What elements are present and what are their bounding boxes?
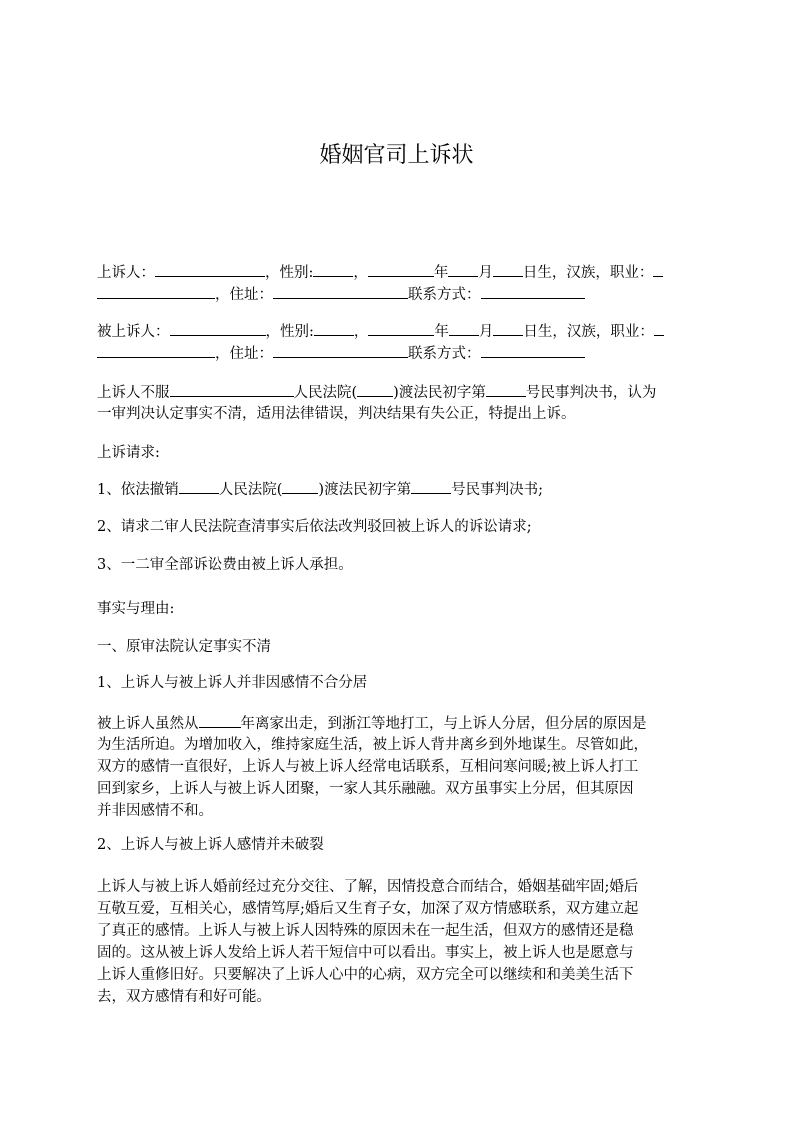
intro-paragraph: 上诉人不服 人民法院( )渡法民初字第 号民事判决书，认为 一审判决认定事实不清，适用法律错误，判决结果有失公正，特提出上诉。: [97, 381, 697, 425]
request-2: 2、请求二审人民法院查清事实后依法改判驳回被上诉人的诉讼请求;: [97, 519, 532, 535]
appellant-line-2: ，住址： 联系方式：: [97, 283, 697, 305]
point-2-heading: 2、上诉人与被上诉人感情并未破裂: [97, 837, 324, 853]
section-1-heading: 一、原审法院认定事实不清: [97, 639, 271, 655]
appellant-contact-blank: [481, 283, 585, 299]
respondent-block: [97, 320, 697, 364]
appellant-address-blank: [273, 283, 408, 299]
facts-heading: 事实与理由:: [97, 601, 175, 617]
appellant-line-1: 上诉人： ，性别: ， 年 月 日生，汉族，职业：: [97, 261, 697, 283]
request-1: 1、依法撤销 人民法院( )渡法民初字第 号民事判决书;: [97, 478, 697, 500]
requests-heading: 上诉请求:: [97, 445, 160, 461]
point-2-body: 上诉人与被上诉人婚前经过充分交往、了解，因情投意合而结合，婚姻基础牢固;婚后 互敬互爱，互相关心，感情笃厚;婚后又生育子女，加深了双方情感联系，双方建立起 了真正的感情。上诉人与被上诉人因特殊的原因未在一起生活，但双方的感情还是稳 固的。这从被上诉人发给上诉人若干短信中可以看出。事实上，被上诉人也是愿意与 上诉人重修旧好。只要解决了上诉人心中的心病，双方完全可以继续和和美美生活下 去，双方感情有和好可能。: [97, 879, 639, 1005]
appellant-sex-blank: [313, 261, 353, 277]
respondent-name-blank: [170, 320, 266, 336]
request-3: 3、一二审全部诉讼费由被上诉人承担。: [97, 557, 353, 573]
point-1-heading: 1、上诉人与被上诉人并非因感情不合分居: [97, 675, 368, 691]
respondent-line-2: ，住址： 联系方式：: [97, 342, 697, 364]
respondent-line-1: 被上诉人： ，性别: ， 年 月 日生，汉族，职业：: [97, 320, 697, 342]
appellant-name-blank: [155, 261, 265, 277]
document-title: 婚姻官司上诉状: [319, 143, 474, 168]
appellant-block: [97, 261, 697, 305]
point-1-body: 被上诉人虽然从 年离家出走，到浙江等地打工，与上诉人分居，但分居的原因是 为生活所迫。为增加收入，维持家庭生活，被上诉人背井离乡到外地谋生。尽管如此， 双方的感情一直很好，上诉人与被上诉人经常电话联系，互相问寒问暖;被上诉人打工 回到家乡，上诉人与被上诉人团聚，一家人其乐融融。双方虽事实上分居，但其原因 并非因感情不和。: [97, 712, 697, 822]
appellant-year-blank: [368, 261, 434, 277]
